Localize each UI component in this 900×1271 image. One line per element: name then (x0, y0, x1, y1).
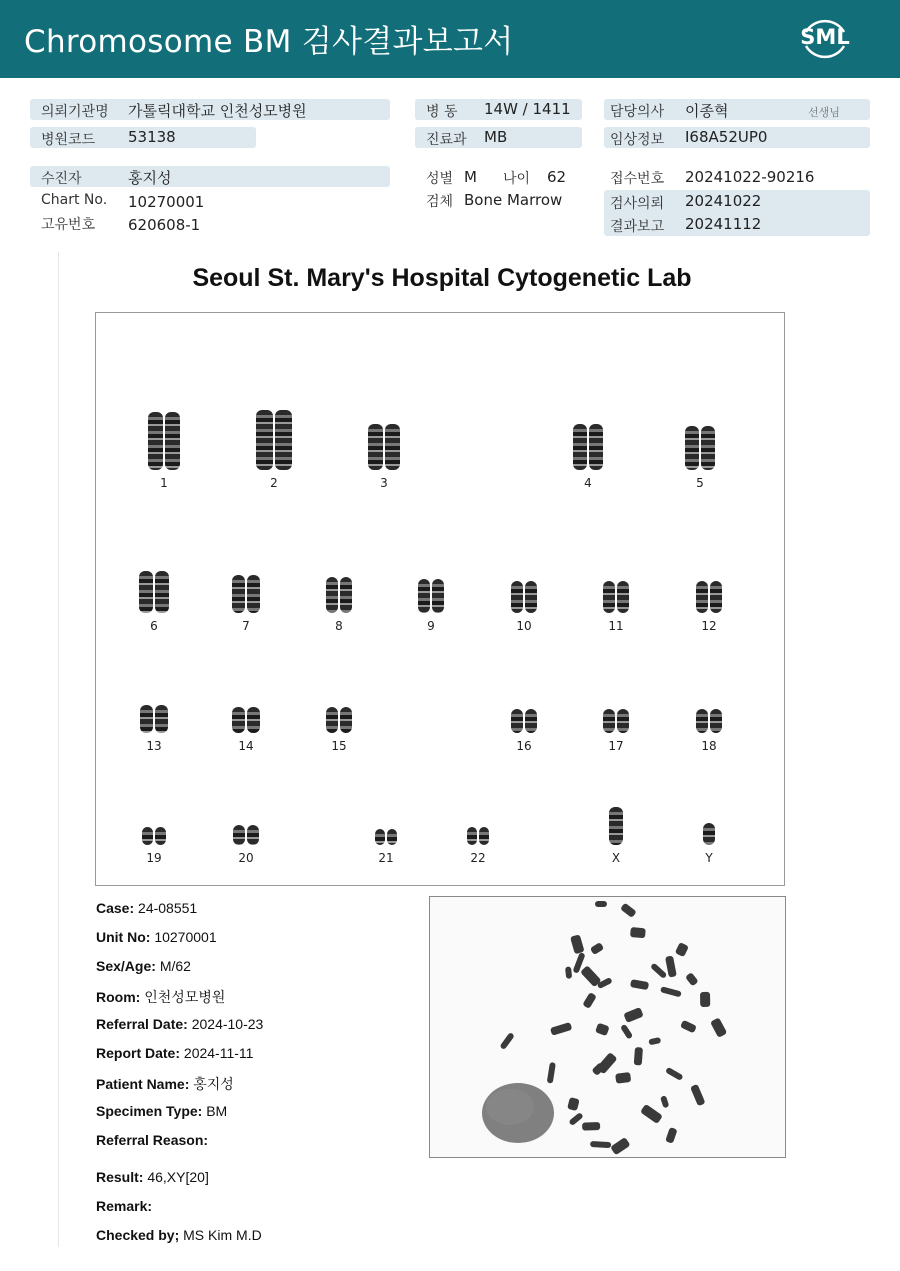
checked-line (96, 1227, 262, 1243)
chromatid-shape (340, 577, 352, 613)
doctor-suffix: 선생님 (808, 106, 840, 119)
metaphase-chromosome (700, 992, 710, 1007)
chromosome-label: 3 (380, 476, 388, 490)
karyogram (95, 312, 785, 886)
chromatid-shape (525, 709, 537, 733)
chromosome-1 (134, 412, 194, 490)
specimen-type-line (96, 1103, 227, 1119)
room-line (96, 987, 225, 1007)
specimen-label: 검체 (426, 194, 454, 210)
metaphase-chromosome (630, 927, 646, 938)
metaphase-chromosome (640, 1104, 663, 1124)
chromatid-shape (603, 581, 615, 613)
metaphase-chromosome (660, 986, 682, 997)
department-value: MB (484, 128, 508, 146)
chromatid-shape (696, 581, 708, 613)
metaphase-chromosome (568, 1112, 583, 1126)
chromosome-10 (494, 581, 554, 633)
result-value: 46,XY[20] (147, 1169, 209, 1185)
patient-name-line (96, 1074, 234, 1094)
result-label: Result: (96, 1169, 144, 1185)
chromatid-shape (479, 827, 489, 845)
chromatid-shape (155, 827, 166, 845)
metaphase-chromosome (620, 903, 637, 918)
chromatid-shape (155, 571, 169, 613)
lab-title: Seoul St. Mary's Hospital Cytogenetic Lab (192, 264, 692, 292)
metaphase-chromosome (620, 1024, 633, 1040)
chromosome-label: 15 (331, 739, 347, 753)
name-box (30, 166, 390, 187)
report-date-label: Report Date: (96, 1045, 181, 1061)
metaphase-chromosome (582, 1122, 600, 1131)
chromatid-shape (233, 825, 245, 845)
chromosome-label: 22 (470, 851, 486, 865)
chromatid-shape (247, 707, 260, 733)
id-value: 620608-1 (128, 216, 201, 234)
chromosome-9 (401, 579, 461, 633)
chromosome-14 (216, 707, 276, 753)
metaphase-image (429, 896, 786, 1158)
chromatid-shape (511, 581, 523, 613)
sexage-label: Sex/Age: (96, 958, 156, 974)
metaphase-chromosome (623, 1007, 643, 1023)
logo-text: SML (800, 25, 850, 49)
metaphase-chromosome (567, 1097, 580, 1111)
specimen-value: Bone Marrow (464, 191, 563, 209)
chromosome-label: 11 (608, 619, 624, 633)
chart-value: 10270001 (128, 193, 205, 211)
chromosome-label: 8 (335, 619, 343, 633)
metaphase-chromosome (675, 942, 689, 957)
sex-value: M (464, 168, 477, 186)
hospital-code-value: 53138 (128, 128, 176, 146)
ward-value: 14W / 1411 (484, 100, 571, 118)
metaphase-chromosome (590, 1141, 611, 1148)
referral-reason-line (96, 1132, 208, 1148)
chromosome-label: 21 (378, 851, 394, 865)
chromatid-shape (375, 829, 385, 845)
metaphase-chromosome (665, 1127, 677, 1144)
metaphase-chromosome (570, 934, 585, 954)
case-label: Case: (96, 900, 135, 916)
unit-line (96, 929, 217, 945)
chromosome-11 (586, 581, 646, 633)
metaphase-chromosome (499, 1032, 514, 1050)
sexage-value: M/62 (159, 958, 191, 974)
report-date-line (96, 1045, 253, 1061)
chromatid-shape (326, 577, 338, 613)
metaphase-chromosome (665, 955, 677, 977)
chromatid-shape (142, 827, 153, 845)
chromatid-shape (589, 424, 603, 470)
department-label: 진료과 (426, 132, 467, 148)
specimen-type-label: Specimen Type: (96, 1103, 203, 1119)
chromatid-shape (703, 823, 715, 845)
checked-label: Checked by; (96, 1227, 180, 1243)
chromosome-label: 16 (516, 739, 532, 753)
chromosome-label: 19 (146, 851, 162, 865)
ward-label: 병 동 (426, 104, 458, 120)
metaphase-chromosome (582, 992, 597, 1009)
chromatid-shape (609, 807, 623, 845)
chromatid-shape (139, 571, 153, 613)
unit-label: Unit No: (96, 929, 151, 945)
request-value: 20241022 (685, 192, 762, 210)
chromosome-16 (494, 709, 554, 753)
referral-date-label: Referral Date: (96, 1016, 188, 1032)
chromatid-shape (603, 709, 615, 733)
chromatid-shape (685, 426, 699, 470)
report-title: Chromosome BM 검사결과보고서 (24, 24, 514, 60)
chromatid-shape (256, 410, 273, 470)
report-date-value: 2024-11-11 (183, 1045, 254, 1061)
chromatid-shape (617, 581, 629, 613)
report-label: 결과보고 (610, 219, 665, 235)
chromosome-2 (244, 410, 304, 490)
chromatid-shape (155, 705, 168, 733)
chromatid-shape (340, 707, 352, 733)
chromatid-shape (368, 424, 383, 470)
chromosome-label: 5 (696, 476, 704, 490)
room-value: 인천성모병원 (144, 989, 226, 1005)
name-label: 수진자 (41, 171, 82, 187)
metaphase-chromosome (648, 1037, 661, 1045)
room-label: Room: (96, 989, 141, 1005)
receipt-label: 접수번호 (610, 171, 665, 187)
chromatid-shape (385, 424, 400, 470)
chromosome-22 (448, 827, 508, 865)
metaphase-chromosome (650, 963, 667, 980)
chromosome-8 (309, 577, 369, 633)
metaphase-chromosome (590, 942, 604, 955)
metaphase-chromosome (660, 1095, 669, 1108)
unit-value: 10270001 (154, 929, 217, 945)
chromatid-shape (710, 709, 722, 733)
case-line (96, 900, 197, 916)
metaphase-chromosome (685, 972, 699, 986)
chromosome-17 (586, 709, 646, 753)
remark-label: Remark: (96, 1198, 153, 1214)
chromosome-19 (124, 827, 184, 865)
specimen-type-value: BM (206, 1103, 228, 1119)
metaphase-drawing (430, 897, 785, 1157)
metaphase-chromosome (595, 901, 607, 907)
chart-label: Chart No. (41, 192, 108, 208)
chromosome-label: 17 (608, 739, 624, 753)
referral-date-line (96, 1016, 263, 1032)
metaphase-chromosome (615, 1072, 631, 1084)
metaphase-chromosome (550, 1022, 572, 1036)
institution-label: 의뢰기관명 (41, 104, 109, 120)
chromosome-4 (558, 424, 618, 490)
patient-name-label: Patient Name: (96, 1076, 190, 1092)
hospital-code-label: 병원코드 (41, 132, 96, 148)
clinical-value: I68A52UP0 (685, 128, 768, 146)
chromosome-label: Y (705, 851, 713, 865)
chromosome-7 (216, 575, 276, 633)
sml-logo-icon (798, 12, 852, 66)
chromatid-shape (573, 424, 587, 470)
metaphase-chromosome (680, 1020, 697, 1034)
metaphase-chromosome (665, 1067, 684, 1081)
chromatid-shape (232, 575, 245, 613)
chromosome-3 (354, 424, 414, 490)
chromatid-shape (275, 410, 292, 470)
chromosome-x (586, 807, 646, 865)
chromosome-label: 10 (516, 619, 532, 633)
checked-value: MS Kim M.D (183, 1227, 262, 1243)
chromatid-shape (467, 827, 477, 845)
doctor-label: 담당의사 (610, 104, 665, 120)
chromosome-label: 18 (701, 739, 717, 753)
id-label: 고유번호 (41, 217, 96, 233)
chromosome-label: 4 (584, 476, 592, 490)
chromatid-shape (387, 829, 397, 845)
chromosome-label: 20 (238, 851, 254, 865)
case-value: 24-08551 (138, 900, 198, 916)
chromosome-15 (309, 707, 369, 753)
chromosome-y (679, 823, 739, 865)
chromatid-shape (326, 707, 338, 733)
chromosome-label: 7 (242, 619, 250, 633)
name-value: 홍지성 (128, 169, 172, 187)
chromatid-shape (418, 579, 430, 613)
chromosome-label: 9 (427, 619, 435, 633)
age-value: 62 (547, 168, 567, 186)
chromosome-13 (124, 705, 184, 753)
chromosome-6 (124, 571, 184, 633)
sex-label: 성별 (426, 171, 454, 187)
metaphase-chromosome (595, 1023, 610, 1037)
institution-value: 가톨릭대학교 인천성모병원 (128, 102, 307, 120)
patient-name-value: 홍지성 (193, 1076, 234, 1092)
metaphase-chromosome (710, 1017, 727, 1038)
chromatid-shape (511, 709, 523, 733)
request-label: 검사의뢰 (610, 196, 665, 212)
receipt-value: 20241022-90216 (685, 168, 815, 186)
metaphase-chromosome (630, 979, 649, 990)
chromosome-label: 1 (160, 476, 168, 490)
chromatid-shape (148, 412, 163, 470)
metaphase-chromosome (547, 1062, 556, 1084)
chromosome-18 (679, 709, 739, 753)
chromosome-label: 2 (270, 476, 278, 490)
chromosome-label: 13 (146, 739, 162, 753)
chromatid-shape (696, 709, 708, 733)
chromatid-shape (432, 579, 444, 613)
chromatid-shape (140, 705, 153, 733)
chromosome-label: 6 (150, 619, 158, 633)
chromosome-label: 12 (701, 619, 717, 633)
metaphase-chromosome (610, 1137, 631, 1155)
report-header (0, 0, 900, 78)
chromosome-21 (356, 829, 416, 865)
chromosome-label: X (611, 851, 621, 865)
margin-line (58, 252, 59, 1247)
doctor-value: 이종혁 (685, 102, 729, 120)
chromatid-shape (165, 412, 180, 470)
chromosome-20 (216, 825, 276, 865)
chromatid-shape (232, 707, 245, 733)
chromatid-shape (701, 426, 715, 470)
chromatid-shape (617, 709, 629, 733)
chromatid-shape (247, 575, 260, 613)
sexage-line (96, 958, 191, 974)
chromosome-label: 14 (238, 739, 254, 753)
referral-reason-label: Referral Reason: (96, 1132, 209, 1148)
remark-line (96, 1198, 152, 1214)
chromosome-12 (679, 581, 739, 633)
metaphase-chromosome (634, 1047, 643, 1066)
result-line (96, 1169, 209, 1185)
metaphase-chromosome (690, 1084, 706, 1106)
metaphase-chromosome (565, 966, 572, 979)
chromosome-5 (670, 426, 730, 490)
chromatid-shape (247, 825, 259, 845)
referral-date-value: 2024-10-23 (191, 1016, 264, 1032)
report-value: 20241112 (685, 215, 762, 233)
age-label: 나이 (503, 171, 531, 187)
chromatid-shape (525, 581, 537, 613)
chromatid-shape (710, 581, 722, 613)
clinical-label: 임상정보 (610, 132, 665, 148)
